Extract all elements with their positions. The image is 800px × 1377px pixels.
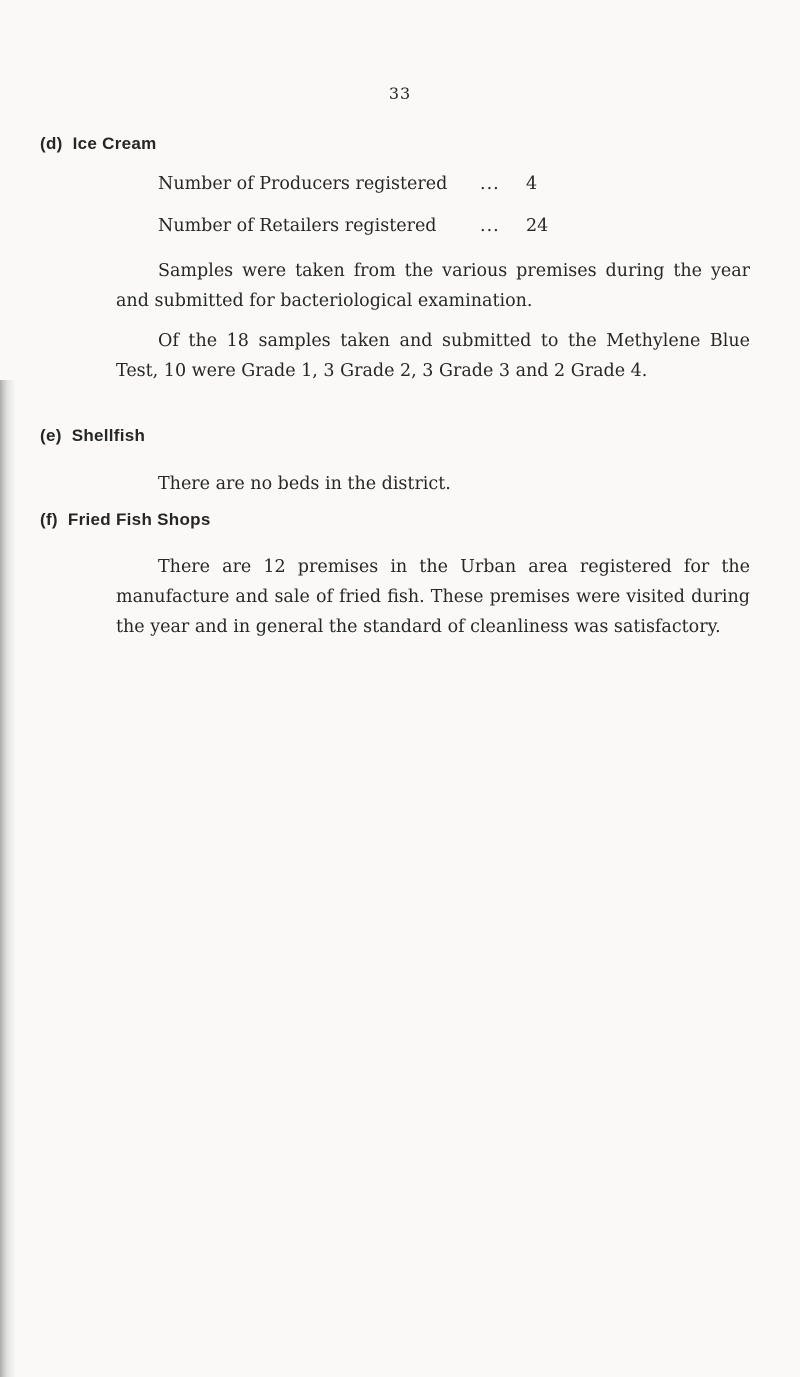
section-heading-shellfish: [40, 426, 145, 446]
section-heading-fried-fish-shops: [40, 510, 211, 530]
paragraph-methylene-blue: Of the 18 samples taken and submitted to the Methylene Blue Test, 10 were Grade 1, 3 Grade 2, 3 Grade 3 and 2 Grade 4.: [116, 331, 750, 381]
stat-label: Number of Retailers registered: [158, 216, 437, 236]
stat-row-retailers: [158, 216, 618, 236]
section-label: (e): [40, 426, 62, 445]
page-number: 33: [388, 84, 412, 103]
stat-value: 24: [526, 216, 549, 236]
stat-label: Number of Producers registered: [158, 174, 448, 194]
paragraph-samples: Samples were taken from the various premises during the year and submitted for bacteriological examination.: [116, 261, 750, 311]
section-label: (f): [40, 510, 58, 529]
leader-dots: ...: [480, 216, 500, 236]
paragraph-shellfish: There are no beds in the district.: [158, 474, 451, 494]
section-title: Shellfish: [71, 426, 146, 445]
paragraph-fried-fish: There are 12 premises in the Urban area registered for the manufacture and sale of fried fish. These premises were visited during the year and in general the standard of cleanliness was satisfactory.: [116, 557, 750, 637]
section-title: Fried Fish Shops: [67, 510, 211, 529]
section-heading-ice-cream: [40, 134, 157, 154]
section-title: Ice Cream: [72, 134, 157, 153]
section-label: (d): [40, 134, 63, 153]
binding-shadow: [0, 380, 16, 1377]
stat-value: 4: [526, 174, 538, 194]
leader-dots: ...: [480, 174, 500, 194]
stat-row-producers: [158, 174, 618, 194]
